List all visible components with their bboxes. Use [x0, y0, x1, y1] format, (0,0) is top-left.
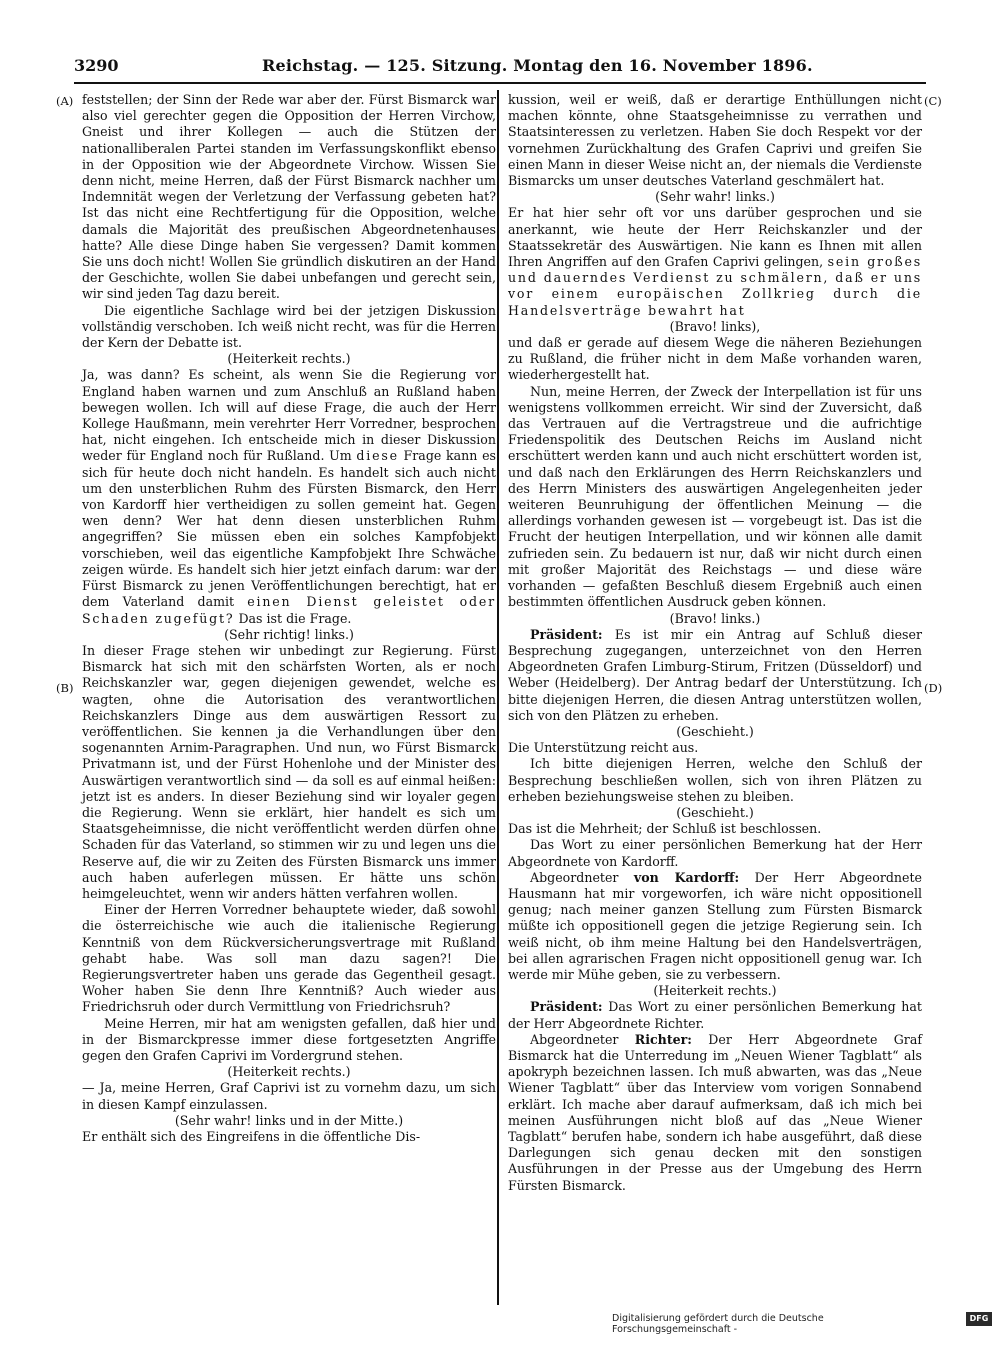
margin-marker-a: (A): [56, 94, 74, 108]
reaction: (Sehr wahr! links.): [655, 189, 775, 205]
reaction: (Geschieht.): [676, 723, 754, 739]
text-run: Es ist mir ein Antrag auf Schluß dieser Besprechung zugegangen, unterzeichnet von den Herren Abgeordneten Grafen Limburg-Stirum, Fritzen (Düsseldorf) und Weber (Heidelberg). Der Antrag bedarf der Unterstützung. Ich bitte diejenigen Herren, die diesen Antrag unterstützen wollen, sich von den Plätzen zu erheben.: [508, 626, 922, 723]
speaker-title: Abgeordneter: [530, 1031, 635, 1047]
page-header: [74, 56, 926, 80]
paragraph: feststellen; der Sinn der Rede war aber der. Fürst Bismarck war also viel gerechter gegen die Opposition der Herren Virchow, Gneist und ihrer Kollegen — auch die Stützen der nationalliberalen Partei standen im Verfassungskonflikt ebenso in der Opposition wie der Abgeordnete Virchow. Wissen Sie denn nicht, meine Herren, daß der Fürst Bismarck nachher um Indemnität wegen der Verletzung der Verfassung gebeten hat? Ist das nicht eine Rechtfertigung für die Opposition, welche damals die Majorität des preußischen Abgeordnetenhauses hatte? Alle diese Dinge haben Sie vergessen? Damit kommen Sie uns doch nicht! Wollen Sie gründlich diskutiren an der Hand der Geschichte, wollen Sie dabei unbefangen und gerecht sein, wir sind jeden Tag dazu bereit.: [82, 92, 496, 302]
emphasis-text: einen Dienst geleistet oder Schaden zugefügt?: [82, 594, 496, 626]
text-run: Der Herr Abgeordnete Hausmann hat mir vorgeworfen, ich wäre nicht oppositionell genug; nach meiner ganzen Stellung zum Fürsten Bismarck müßte ich oppositionell gegen die jetzige Regierung sein. Ich weiß nicht, ob ihm meine Haltung bei den Handelsverträgen, bei allen agrarischen Fragen nicht oppositionell genug war. Ich werde mir Mühe geben, sie zu verbessern.: [508, 869, 922, 982]
paragraph: Einer der Herren Vorredner behauptete wieder, daß sowohl die österreichische wie auch die italienische Regierung Kenntniß von dem Rückversicherungsvertrage mit Rußland gehabt habe. Was soll man dazu sagen?! Die Regierungsvertreter haben uns gerade das Gegentheil gesagt. Woher haben Sie denn Ihre Kenntniß? Auch wieder aus Friedrichsruh oder durch Vermittlung von Friedrichsruh?: [82, 902, 496, 1015]
reaction: (Geschieht.): [676, 804, 754, 820]
text-run: Ja, was dann? Es scheint, als wenn Sie die Regierung vor England haben warnen und zum Anschluß an Rußland haben bewegen wollen. Ich will auf diese Frage, die auch der Herr Kollege Haußmann, mein verehrter Herr Vorredner, besprochen hat, nicht eingehen. Ich entscheide mich in dieser Diskussion weder für England noch für Rußland. Um: [82, 367, 496, 464]
paragraph: Das ist die Mehrheit; der Schluß ist beschlossen.: [508, 821, 822, 837]
paragraph: [508, 627, 922, 724]
paragraph: [508, 1032, 922, 1194]
paragraph: Die Unterstützung reicht aus.: [508, 740, 699, 756]
reaction: (Bravo! links),: [669, 318, 761, 334]
speaker-title: Abgeordneter: [530, 869, 634, 885]
reaction: (Heiterkeit rechts.): [653, 983, 777, 999]
paragraph: Nun, meine Herren, der Zweck der Interpellation ist für uns wenigstens vollkommen erreicht. Wir sind der Zuversicht, daß das Vertrauen auf die Vertragstreue und die aufrichtige Friedenspolitik des Deutschen Reichs im Ausland nicht erschüttert werden kann und auch nicht erschüttert worden ist, und daß nach den Erklärungen des Herrn Reichskanzlers und des Herrn Ministers des auswärtigen Angelegenheiten jeder weiteren Beunruhigung der öffentlichen Meinung — die allerdings vorhanden gewesen ist — vorgebeugt ist. Das ist die Frucht der heutigen Interpellation, und wir können alle damit zufrieden sein. Zu bedauern ist nur, daß wir nicht durch einen mit großer Majorität des Reichstags — und diese wäre vorhanden — gefaßten Beschluß diesem Ergebniß auch einen bestimmten öffentlichen Ausdruck geben können.: [508, 383, 922, 610]
reaction: (Sehr richtig! links.): [224, 626, 354, 642]
header-rule: [74, 82, 926, 84]
paragraph: Ich bitte diejenigen Herren, welche den Schluß der Besprechung beschließen wollen, sich von ihren Plätzen zu erheben beziehungsweise stehen zu bleiben.: [508, 756, 922, 804]
paragraph: Die eigentliche Sachlage wird bei der jetzigen Diskussion vollständig verschoben. Ich weiß nicht recht, was für die Herren der Kern der Debatte ist.: [82, 302, 496, 351]
margin-marker-b: (B): [56, 681, 74, 695]
paragraph: Er enthält sich des Eingreifens in die öffentliche Dis-: [82, 1129, 421, 1144]
speaker-label: Präsident:: [530, 626, 603, 642]
paragraph: Meine Herren, mir hat am wenigsten gefallen, daß hier und in der Bismarckpresse immer diese fortgesetzten Angriffe gegen den Grafen Caprivi im Vordergrund stehen.: [82, 1015, 496, 1063]
paragraph: In dieser Frage stehen wir unbedingt zur Regierung. Fürst Bismarck hat sich mit den schärfsten Worten, als er noch Reichskanzler war, gegen diejenigen gewendet, welche es wagten, ohne die Autorisation des verantwortlichen Reichskanzlers Dinge aus dem auswärtigen Ressort zu veröffentlichen. Sie kennen ja die Verhandlungen über den sogenannten Arnim-Paragraphen. Und nun, wo Fürst Bismarck Privatmann ist, und der Fürst Hohenlohe und der Minister des Auswärtigen verantwortlich sind — da soll es auf einmal heißen: jetzt ist es anders. In dieser Beziehung sind wir loyaler gegen die Regierung. Wenn sie erklärt, hier handelt es sich um Staatsgeheimnisse, die nicht veröffentlicht werden dürfen ohne Schaden für das Vaterland, so stimmen wir zu und legen uns die Reserve auf, die wir zu Zeiten des Fürsten Bismarck uns immer auch haben auferlegen müssen. Er hätte uns schön heimgeleuchtet, wenn wir anders hätten verfahren wollen.: [82, 642, 496, 901]
reaction: (Heiterkeit rechts.): [227, 351, 351, 367]
paragraph: — Ja, meine Herren, Graf Caprivi ist zu vornehm dazu, um sich in diesen Kampf einzulassen.: [82, 1080, 496, 1112]
page-number: 3290: [74, 56, 119, 75]
paragraph: und daß er gerade auf diesem Wege die näheren Beziehungen zu Rußland, die früher nicht in dem Maße vorhanden waren, wiederhergestellt hat.: [508, 335, 922, 383]
funding-footer: Digitalisierung gefördert durch die Deutsche Forschungsgemeinschaft -: [612, 1313, 824, 1335]
paragraph: [508, 870, 922, 983]
margin-marker-c: (C): [924, 94, 942, 108]
emphasis-text: sein großes und dauerndes Verdienst zu schmälern, daß er uns vor einem europäischen Zollkrieg durch die Handelsverträge bewahrt hat: [508, 254, 922, 318]
page-title: Reichstag. — 125. Sitzung. Montag den 16. November 1896.: [262, 56, 813, 75]
text-run: Das Wort zu einer persönlichen Bemerkung hat der Herr Abgeordnete Richter.: [508, 999, 922, 1031]
left-column: [82, 92, 496, 1145]
reaction: (Sehr wahr! links und in der Mitte.): [174, 1112, 404, 1128]
reaction: (Bravo! links.): [669, 610, 761, 626]
right-column: [508, 92, 922, 1194]
paragraph: Das Wort zu einer persönlichen Bemerkung hat der Herr Abgeordnete von Kardorff.: [508, 837, 922, 869]
speaker-label: Richter:: [634, 1031, 692, 1047]
margin-marker-d: (D): [924, 681, 943, 695]
text-run: Das ist die Frage.: [234, 610, 352, 626]
paragraph: [82, 367, 496, 626]
emphasis-text: diese: [356, 448, 399, 464]
text-run: Frage kann es sich für heute doch nicht handeln. Es handelt sich auch nicht um den unsterblichen Ruhm des Fürsten Bismarck, den Herr von Kardorff hier vertheidigen zu sollen gemeint hat. Gegen wen denn? Wer hat denn diesen unsterblichen Ruhm angegriffen? Sie müssen eben ein solches Kampfobjekt vorschieben, weil das eigentliche Kampfobjekt Ihre Schwäche zeigen würde. Es handelt sich hier jetzt einfach darum: war der Fürst Bismarck zu jenen Veröffentlichungen berechtigt, hat er dem Vaterland damit: [82, 448, 496, 610]
paragraph: [508, 999, 922, 1031]
speaker-label: Präsident:: [530, 999, 603, 1015]
reaction: (Heiterkeit rechts.): [227, 1064, 351, 1080]
column-divider: [497, 90, 499, 1305]
dfg-logo-icon: DFG: [966, 1312, 992, 1326]
paragraph: [508, 205, 922, 318]
paragraph: kussion, weil er weiß, daß er derartige Enthüllungen nicht machen könnte, ohne Staatsgeheimnisse zu verrathen und Staatsinteressen zu verletzen. Haben Sie doch Respekt vor der vornehmen Zurückhaltung des Grafen Caprivi und greifen Sie einen Mann in dieser Weise nicht an, der niemals die Verdienste Bismarcks um unser deutsches Vaterland geschmälert hat.: [508, 92, 922, 189]
text-run: Der Herr Abgeordnete Graf Bismarck hat die Unterredung im „Neuen Wiener Tagblatt“ als apokryph bezeichnen lassen. Ich muß abwarten, was das „Neue Wiener Tagblatt“ über das Interview vom vorigen Sonnabend erklärt. Ich mache aber darauf aufmerksam, daß ich mich bei meinen Ausführungen nicht bloß auf das „Neue Wiener Tagblatt“ berufen habe, sondern ich habe ausgeführt, daß diese Darlegungen sich genau decken mit den sonstigen Ausführungen in der Presse aus der Umgebung des Herrn Fürsten Bismarck.: [508, 1031, 922, 1193]
text-run: Er hat hier sehr oft vor uns darüber gesprochen und sie anerkannt, wie heute der Herr Reichskanzler und der Staatssekretär des Auswärtigen. Nie kann es Ihnen mit allen Ihren Angriffen auf den Grafen Caprivi gelingen,: [508, 205, 922, 270]
speaker-label: von Kardorff:: [633, 869, 740, 885]
